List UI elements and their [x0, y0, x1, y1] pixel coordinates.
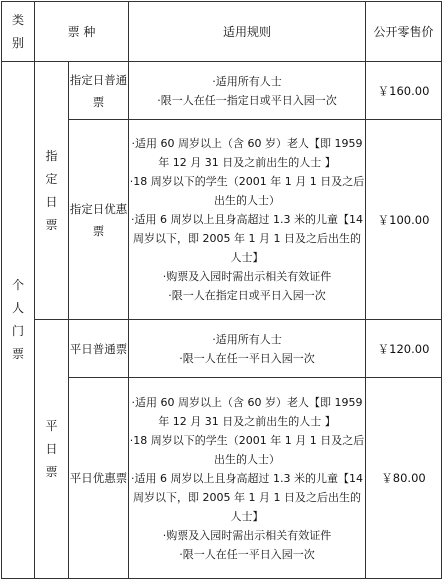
- rule-line: ·18 周岁以下的学生（2001 年 1 月 1 日及之后出生的人士）: [129, 175, 365, 207]
- rule-line: ·适用 60 周岁以上（含 60 岁）老人【即 1959 年 12 月 31 日及之前出生的人士 】: [131, 395, 363, 428]
- rule-line: ·购票及入园时需出示相关有效证件: [162, 528, 332, 542]
- rules-cell: [129, 378, 366, 579]
- ticket-type-cell: 平日优惠票: [69, 378, 129, 579]
- header-ticket-type: 票 种: [35, 2, 129, 62]
- rule-line: ·适用 6 周岁以上且身高超过 1.3 米的儿童【14 周岁以下，即 2005 年 1 月 1 日及之后出生的人士】: [131, 471, 363, 523]
- ticket-type-cell: 平日普通票: [69, 320, 129, 378]
- header-rules: 适用规则: [129, 2, 366, 62]
- category-cell: 个人门票: [2, 62, 35, 579]
- rule-line: ·购票及入园时需出示相关有效证件: [162, 270, 332, 283]
- header-category: 类别: [2, 2, 35, 62]
- price-cell: ￥120.00: [366, 320, 442, 378]
- rules-cell: [129, 320, 366, 378]
- rule-line: ·适用 6 周岁以上且身高超过 1.3 米的儿童【14 周岁以下，即 2005 年 1 月 1 日及之后出生的人士】: [131, 213, 363, 264]
- group-cell-designated-day: 指定日票: [35, 62, 69, 320]
- rule-line: ·限一人在任一平日入园一次: [179, 351, 315, 365]
- rule-line: ·适用所有人士: [212, 332, 282, 346]
- header-row: [2, 2, 442, 62]
- rule-line: ·适用所有人士: [212, 74, 282, 88]
- ticket-type-cell: 指定日优惠票: [69, 120, 129, 320]
- rule-line: ·适用 60 周岁以上（含 60 岁）老人【即 1959 年 12 月 31 日及之前出生的人士 】: [131, 137, 363, 169]
- price-cell: ￥100.00: [366, 120, 442, 320]
- table-row: [2, 320, 442, 378]
- ticket-price-table: [1, 1, 442, 579]
- group-cell-weekday: 平日票: [35, 320, 69, 579]
- ticket-type-cell: 指定日普通票: [69, 62, 129, 120]
- rules-cell: [129, 120, 366, 320]
- header-price: 公开零售价: [366, 2, 442, 62]
- rule-line: ·限一人在任一指定日或平日入园一次: [157, 93, 337, 107]
- rule-line: ·限一人在任一平日入园一次: [179, 547, 315, 561]
- rule-line: ·18 周岁以下的学生（2001 年 1 月 1 日及之后出生的人士）: [129, 433, 365, 466]
- table-row: [2, 62, 442, 120]
- price-cell: ￥80.00: [366, 378, 442, 579]
- rules-cell: [129, 62, 366, 120]
- price-cell: ￥160.00: [366, 62, 442, 120]
- rule-line: ·限一人在指定日或平日入园一次: [168, 289, 326, 302]
